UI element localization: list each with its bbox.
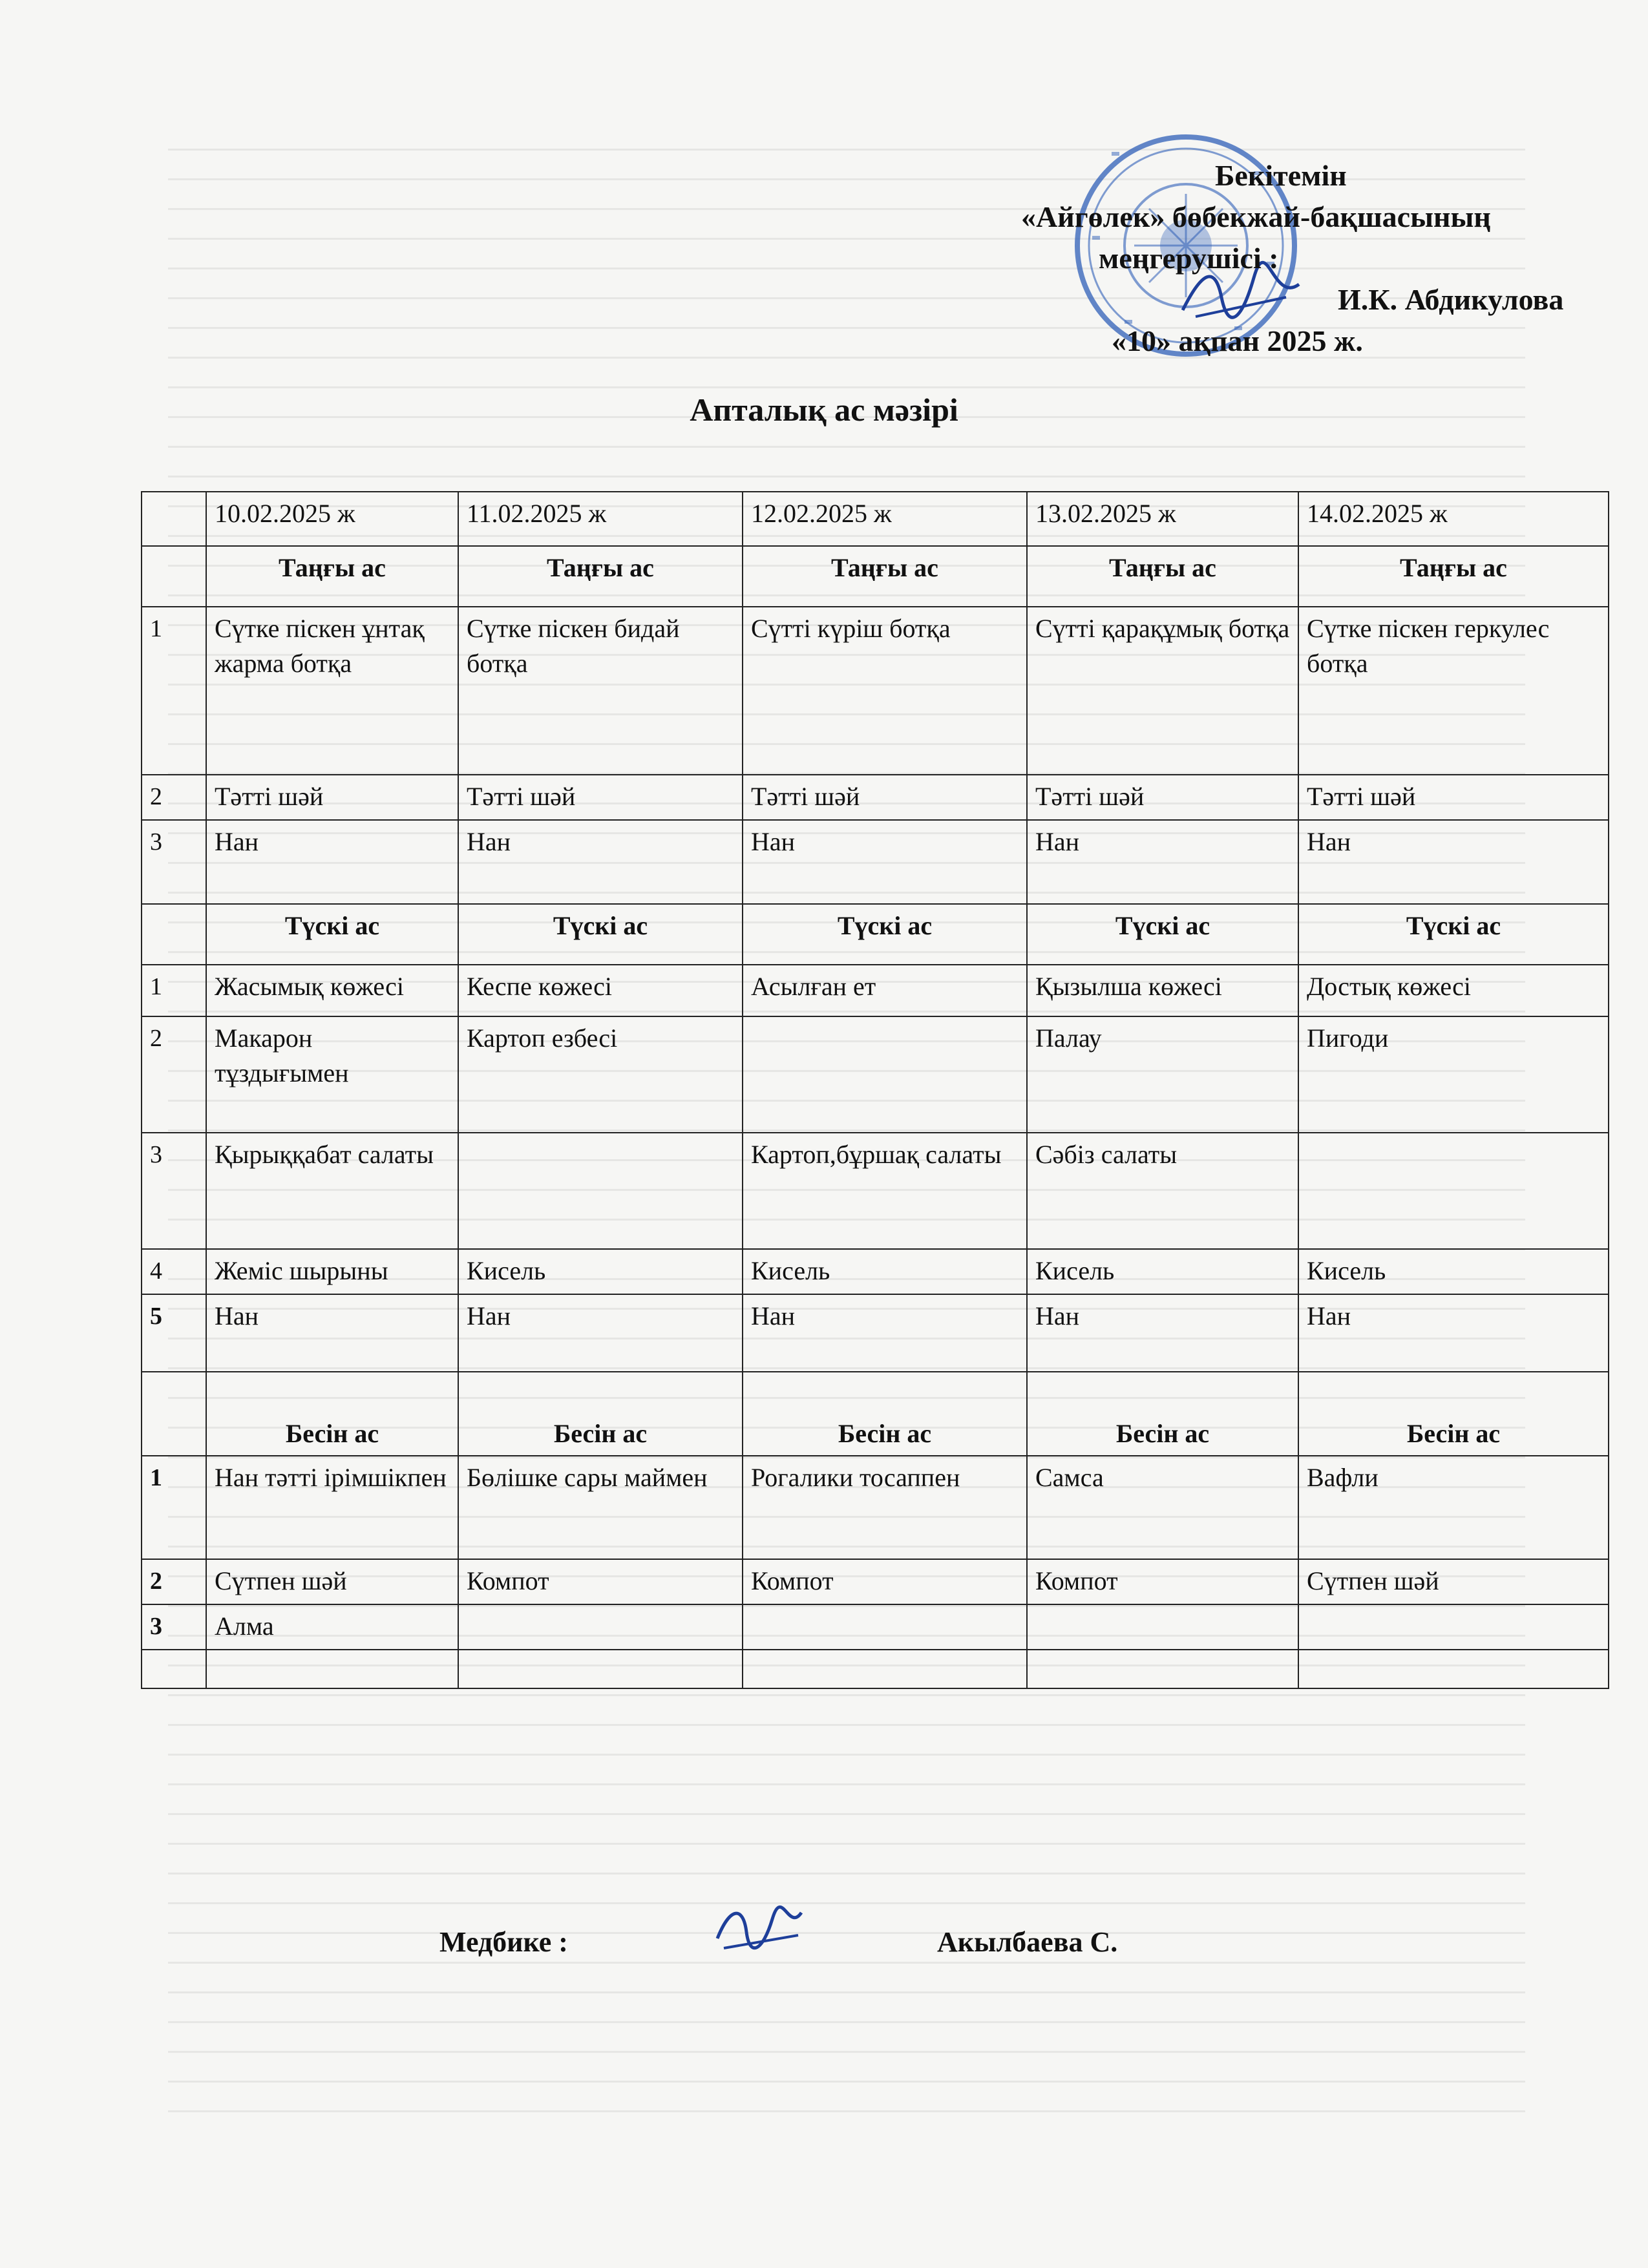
menu-item: Достық көжесі [1298,965,1609,1016]
menu-item [1027,1604,1298,1650]
date-cell: 11.02.2025 ж [458,492,743,546]
empty-cell [142,492,206,546]
menu-item: Нан [743,1294,1027,1372]
approval-block [1021,155,1629,362]
meal-label: Түскі ас [206,904,458,965]
empty-cell [458,1650,743,1688]
meal-label: Түскі ас [743,904,1027,965]
menu-item: Нан [206,820,458,904]
menu-item: Сүтке піскен бидай ботқа [458,607,743,775]
meal-label: Бесін ас [458,1372,743,1456]
menu-item: Нан [458,1294,743,1372]
menu-item: Нан [1027,1294,1298,1372]
meal-label: Бесін ас [743,1372,1027,1456]
table-row [142,820,1609,904]
menu-item: Нан тәтті ірімшікпен [206,1456,458,1559]
menu-item: Нан [458,820,743,904]
row-number: 1 [142,607,206,775]
menu-item: Кисель [743,1249,1027,1294]
table-row [142,1016,1609,1133]
menu-item: Палау [1027,1016,1298,1133]
approval-line-4: И.К. Абдикулова [1338,283,1564,316]
menu-item: Тәтті шәй [743,775,1027,820]
row-number: 3 [142,1133,206,1249]
menu-item: Вафли [1298,1456,1609,1559]
menu-item: Компот [743,1559,1027,1604]
menu-item [743,1016,1027,1133]
menu-item: Тәтті шәй [206,775,458,820]
row-number: 2 [142,1016,206,1133]
row-number: 1 [142,965,206,1016]
menu-item: Нан [206,1294,458,1372]
menu-item [458,1604,743,1650]
document-title: Апталық ас мәзірі [690,392,958,428]
menu-item [458,1133,743,1249]
menu-item: Сүтті күріш ботқа [743,607,1027,775]
menu-item: Рогалики тосаппен [743,1456,1027,1559]
row-number: 5 [142,1294,206,1372]
empty-cell [743,1650,1027,1688]
menu-item [743,1604,1027,1650]
menu-item: Тәтті шәй [1298,775,1609,820]
empty-cell [1027,1650,1298,1688]
empty-cell [206,1650,458,1688]
meal-label: Таңғы ас [1027,546,1298,607]
menu-item: Жеміс шырыны [206,1249,458,1294]
breakfast-header-row [142,546,1609,607]
approval-line-1: Бекітемін [1215,159,1347,192]
approval-line-2: «Айгөлек» бөбекжай-бақшасының [1021,200,1491,233]
menu-item: Асылған ет [743,965,1027,1016]
menu-item: Сүтпен шәй [1298,1559,1609,1604]
table-row [142,1133,1609,1249]
menu-item: Қырыққабат салаты [206,1133,458,1249]
menu-item: Нан [743,820,1027,904]
table-row [142,1456,1609,1559]
menu-item: Қызылша көжесі [1027,965,1298,1016]
menu-item: Сүтті қарақұмық ботқа [1027,607,1298,775]
menu-item: Макарон тұздығымен [206,1016,458,1133]
empty-cell [142,1372,206,1456]
meal-label: Таңғы ас [458,546,743,607]
row-number: 2 [142,1559,206,1604]
approval-line-3: меңгерушісі : [1099,242,1279,275]
nurse-role: Медбике : [439,1926,568,1958]
meal-label: Түскі ас [1027,904,1298,965]
menu-item: Сүтпен шәй [206,1559,458,1604]
table-row [142,607,1609,775]
meal-label: Таңғы ас [1298,546,1609,607]
menu-item: Тәтті шәй [1027,775,1298,820]
table-row [142,1604,1609,1650]
table-row [142,775,1609,820]
table-row [142,1559,1609,1604]
menu-item: Нан [1027,820,1298,904]
menu-item: Сәбіз салаты [1027,1133,1298,1249]
nurse-signature [711,1893,808,1964]
meal-label: Бесін ас [206,1372,458,1456]
row-number: 4 [142,1249,206,1294]
date-cell: 14.02.2025 ж [1298,492,1609,546]
menu-item: Картоп езбесі [458,1016,743,1133]
table-row [142,1650,1609,1688]
lunch-header-row [142,904,1609,965]
menu-item: Кисель [1027,1249,1298,1294]
meal-label: Түскі ас [458,904,743,965]
dates-row [142,492,1609,546]
menu-item: Самса [1027,1456,1298,1559]
menu-item: Кисель [458,1249,743,1294]
date-cell: 13.02.2025 ж [1027,492,1298,546]
meal-label: Бесін ас [1298,1372,1609,1456]
menu-item: Компот [1027,1559,1298,1604]
menu-item: Сүтке піскен геркулес ботқа [1298,607,1609,775]
menu-item: Алма [206,1604,458,1650]
row-number: 3 [142,1604,206,1650]
meal-label: Түскі ас [1298,904,1609,965]
empty-cell [1298,1650,1609,1688]
approval-line-5: «10» ақпан 2025 ж. [1112,324,1363,357]
table-row [142,1249,1609,1294]
snack-header-row [142,1372,1609,1456]
date-cell: 12.02.2025 ж [743,492,1027,546]
weekly-menu-table [141,491,1609,1689]
row-number: 1 [142,1456,206,1559]
menu-item: Бөлішке сары маймен [458,1456,743,1559]
menu-item: Пигоди [1298,1016,1609,1133]
table-row [142,965,1609,1016]
row-number: 3 [142,820,206,904]
menu-item: Жасымық көжесі [206,965,458,1016]
empty-cell [142,904,206,965]
menu-item: Сүтке піскен ұнтақ жарма ботқа [206,607,458,775]
date-cell: 10.02.2025 ж [206,492,458,546]
menu-item: Тәтті шәй [458,775,743,820]
menu-item [1298,1604,1609,1650]
empty-cell [142,546,206,607]
meal-label: Таңғы ас [206,546,458,607]
menu-item: Компот [458,1559,743,1604]
row-number: 2 [142,775,206,820]
menu-item: Кеспе көжесі [458,965,743,1016]
menu-item: Картоп,бұршақ салаты [743,1133,1027,1249]
menu-item: Нан [1298,820,1609,904]
nurse-name: Акылбаева С. [937,1926,1118,1958]
menu-item: Кисель [1298,1249,1609,1294]
table-row [142,1294,1609,1372]
empty-cell [142,1650,206,1688]
menu-item: Нан [1298,1294,1609,1372]
meal-label: Бесін ас [1027,1372,1298,1456]
menu-item [1298,1133,1609,1249]
meal-label: Таңғы ас [743,546,1027,607]
